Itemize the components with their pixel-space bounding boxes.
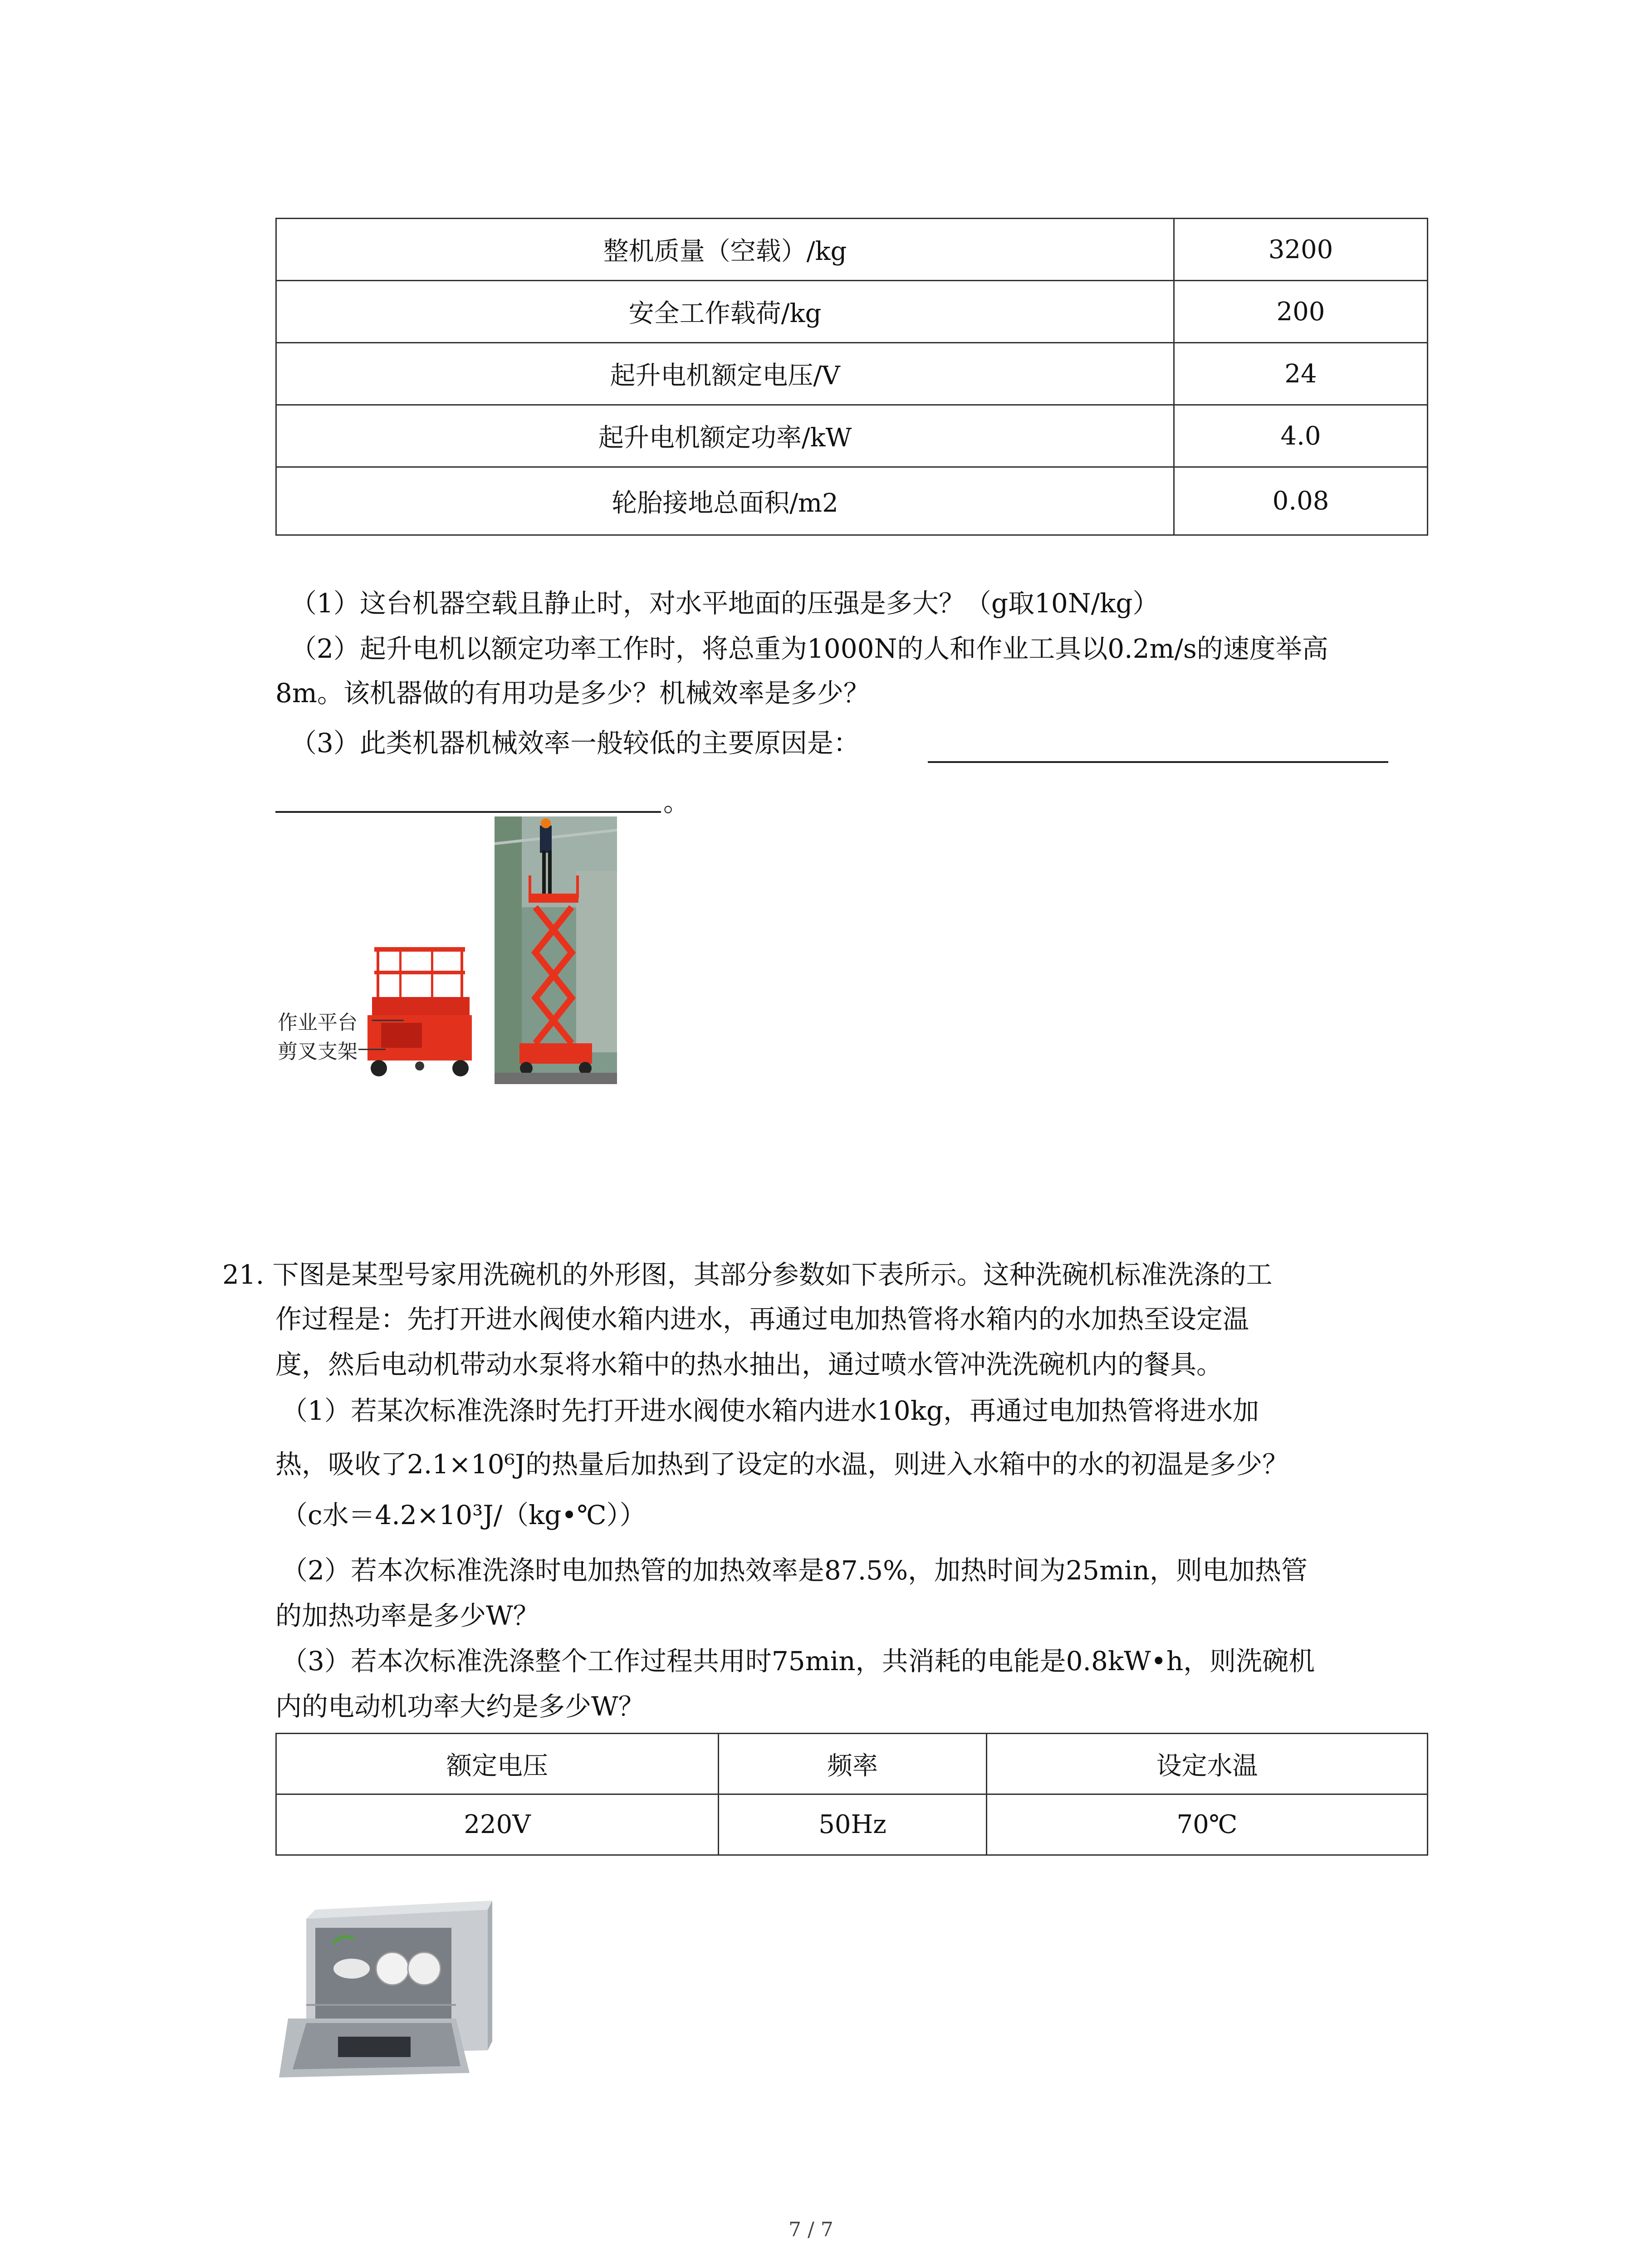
table-row <box>276 343 1428 405</box>
q21-line5: 热，吸收了2.1×10⁶J的热量后加热到了设定的水温，则进入水箱中的水的初温是多少？ <box>275 1449 1289 1480</box>
q20-part2-line1: （2）起升电机以额定功率工作时，将总重为1000N的人和作业工具以0.2m/s的速度举高 <box>290 633 1328 664</box>
table-row <box>276 405 1428 467</box>
param-value: 200 <box>1174 281 1428 343</box>
dishwasher-parameters-table <box>275 1733 1428 1856</box>
param-label: 起升电机额定功率/kW <box>276 405 1174 467</box>
param-value: 0.08 <box>1174 467 1428 535</box>
table-row <box>276 219 1428 281</box>
header-water-temp: 设定水温 <box>987 1734 1428 1794</box>
q20-part3-end: 。 <box>663 787 690 817</box>
table-header-row <box>276 1734 1428 1794</box>
param-value: 24 <box>1174 343 1428 405</box>
q21-line10: 内的电动机功率大约是多少W？ <box>275 1691 645 1722</box>
q21-line6: （c水＝4.2×10³J/（kg•℃）） <box>281 1500 646 1530</box>
lift-parameters-table <box>275 218 1428 536</box>
q21-line8: 的加热功率是多少W？ <box>275 1600 539 1631</box>
q21-line9: （3）若本次标准洗涤整个工作过程共用时75min，共消耗的电能是0.8kW•h，则洗碗机 <box>281 1646 1315 1677</box>
value-frequency: 50Hz <box>719 1794 987 1855</box>
dishwasher-image <box>279 1901 497 2100</box>
answer-blank[interactable] <box>275 811 661 813</box>
value-voltage: 220V <box>276 1794 719 1855</box>
q20-part1: （1）这台机器空载且静止时，对水平地面的压强是多大？（g取10N/kg） <box>290 588 1159 619</box>
leader-line <box>372 1020 404 1021</box>
q21-line2: 作过程是：先打开进水阀使水箱内进水，再通过电加热管将水箱内的水加热至设定温 <box>275 1304 1249 1334</box>
param-label: 轮胎接地总面积/m2 <box>276 467 1174 535</box>
label-platform: 作业平台 <box>278 1011 358 1034</box>
table-row <box>276 1794 1428 1855</box>
param-value: 3200 <box>1174 219 1428 281</box>
q20-part2-line2: 8m。该机器做的有用功是多少？机械效率是多少？ <box>275 678 870 709</box>
label-scissor: 剪叉支架 <box>278 1040 358 1063</box>
param-label: 安全工作载荷/kg <box>276 281 1174 343</box>
q20-part3: （3）此类机器机械效率一般较低的主要原因是： <box>290 728 860 758</box>
value-water-temp: 70℃ <box>987 1794 1428 1855</box>
q21-line3: 度，然后电动机带动水泵将水箱中的热水抽出，通过喷水管冲洗洗碗机内的餐具。 <box>275 1349 1223 1380</box>
page-number: 7 / 7 <box>789 2218 833 2241</box>
header-voltage: 额定电压 <box>276 1734 719 1794</box>
answer-blank[interactable] <box>928 761 1388 763</box>
scissor-lift-extended-photo <box>495 816 617 1084</box>
header-frequency: 频率 <box>719 1734 987 1794</box>
leader-line <box>358 1049 386 1050</box>
table-row <box>276 281 1428 343</box>
param-label: 整机质量（空载）/kg <box>276 219 1174 281</box>
q21-line1: 21. 下图是某型号家用洗碗机的外形图，其部分参数如下表所示。这种洗碗机标准洗涤的工 <box>222 1259 1273 1290</box>
param-label: 起升电机额定电压/V <box>276 343 1174 405</box>
table-row <box>276 467 1428 535</box>
param-value: 4.0 <box>1174 405 1428 467</box>
q21-line7: （2）若本次标准洗涤时电加热管的加热效率是87.5%，加热时间为25min，则电加热管 <box>281 1555 1308 1586</box>
q21-line4: （1）若某次标准洗涤时先打开进水阀使水箱内进水10kg，再通过电加热管将进水加 <box>281 1395 1259 1426</box>
